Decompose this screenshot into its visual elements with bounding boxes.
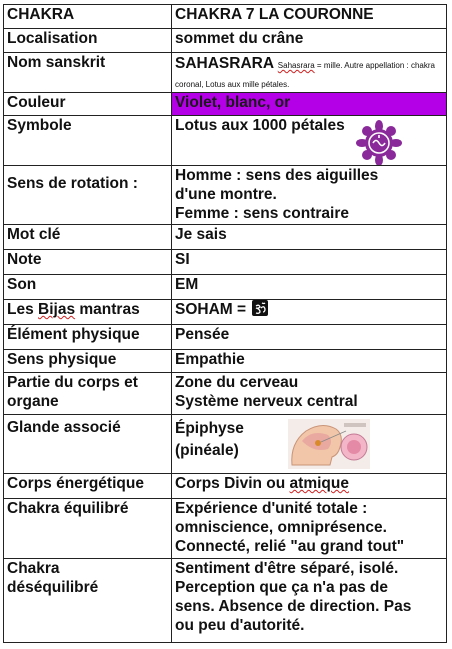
table-row xyxy=(4,166,447,225)
table-row xyxy=(4,29,447,53)
row-label: Couleur xyxy=(4,93,172,116)
row-label: Mot clé xyxy=(4,225,172,250)
row-label xyxy=(4,300,172,325)
row-label xyxy=(4,373,172,415)
row-value xyxy=(172,559,447,643)
label-line: Partie du corps et xyxy=(7,374,138,391)
row-value xyxy=(172,499,447,559)
brain-illustration xyxy=(288,419,370,469)
row-label: Chakra équilibré xyxy=(4,499,172,559)
table-row xyxy=(4,53,447,93)
table-row xyxy=(4,93,447,116)
table-row xyxy=(4,415,447,474)
row-value xyxy=(172,166,447,225)
chakra-table xyxy=(3,4,447,643)
row-label: Élément physique xyxy=(4,325,172,350)
row-label: Corps énergétique xyxy=(4,474,172,499)
row-label: Note xyxy=(4,250,172,275)
table-row xyxy=(4,325,447,350)
row-value: Je sais xyxy=(172,225,447,250)
label-part: mantras xyxy=(75,301,140,318)
row-value xyxy=(172,373,447,415)
row-value: Empathie xyxy=(172,350,447,373)
table-row xyxy=(4,373,447,415)
lotus-icon xyxy=(356,120,402,166)
row-value xyxy=(172,300,447,325)
value-line: Sentiment d'être séparé, isolé. xyxy=(175,560,399,577)
value-line: d'une montre. xyxy=(175,186,277,203)
table-row xyxy=(4,116,447,166)
row-value xyxy=(172,415,447,474)
row-value: Pensée xyxy=(172,325,447,350)
row-label: Glande associé xyxy=(4,415,172,474)
value-line: (pinéale) xyxy=(175,442,239,459)
row-label: CHAKRA xyxy=(4,5,172,29)
row-label: Sens physique xyxy=(4,350,172,373)
row-value: EM xyxy=(172,275,447,300)
row-value: SI xyxy=(172,250,447,275)
table-row xyxy=(4,5,447,29)
row-label: Localisation xyxy=(4,29,172,53)
color-value: Violet, blanc, or xyxy=(172,93,447,116)
value-line: Perception que ça n'a pas de xyxy=(175,579,389,596)
value-line: sens. Absence de direction. Pas xyxy=(175,598,412,615)
sanskrit-name: SAHASRARA xyxy=(175,55,274,72)
value-line: Zone du cerveau xyxy=(175,374,299,391)
row-value xyxy=(172,474,447,499)
value-line: Femme : sens contraire xyxy=(175,205,350,222)
label-part: Les xyxy=(7,301,39,318)
row-label: Sens de rotation : xyxy=(4,166,172,225)
note-word: Sahasrara xyxy=(277,61,315,70)
table-row xyxy=(4,300,447,325)
value-line: Connecté, relié "au grand tout" xyxy=(175,538,405,555)
label-line: organe xyxy=(7,393,59,410)
value-line: Épiphyse xyxy=(175,420,244,437)
value-line: Expérience d'unité totale : xyxy=(175,500,368,517)
symbol-text: Lotus aux 1000 pétales xyxy=(175,117,345,134)
table-row xyxy=(4,225,447,250)
row-value xyxy=(172,53,447,93)
row-value: sommet du crâne xyxy=(172,29,447,53)
row-label: Symbole xyxy=(4,116,172,166)
value-line: Système nerveux central xyxy=(175,393,358,410)
row-label xyxy=(4,559,172,643)
mantra-text: SOHAM = xyxy=(175,301,247,318)
om-icon xyxy=(252,300,268,316)
row-value: CHAKRA 7 LA COURONNE xyxy=(172,5,447,29)
value-line: Homme : sens des aiguilles xyxy=(175,167,379,184)
row-label: Nom sanskrit xyxy=(4,53,172,93)
table-row xyxy=(4,499,447,559)
value-line: ou peu d'autorité. xyxy=(175,617,305,634)
label-part: Bijas xyxy=(38,301,76,318)
table-row xyxy=(4,250,447,275)
value-part: atmique xyxy=(289,475,349,492)
label-line: déséquilibré xyxy=(7,579,99,596)
table-row xyxy=(4,350,447,373)
row-label: Son xyxy=(4,275,172,300)
value-part: Corps Divin ou xyxy=(175,475,290,492)
note-rest: = mille. Autre appellation : chakra coronal, Lotus aux mille pétales. xyxy=(175,61,435,89)
table-row xyxy=(4,559,447,643)
row-value xyxy=(172,116,447,166)
value-line: omniscience, omniprésence. xyxy=(175,519,387,536)
table-row xyxy=(4,275,447,300)
label-line: Chakra xyxy=(7,560,60,577)
table-row xyxy=(4,474,447,499)
